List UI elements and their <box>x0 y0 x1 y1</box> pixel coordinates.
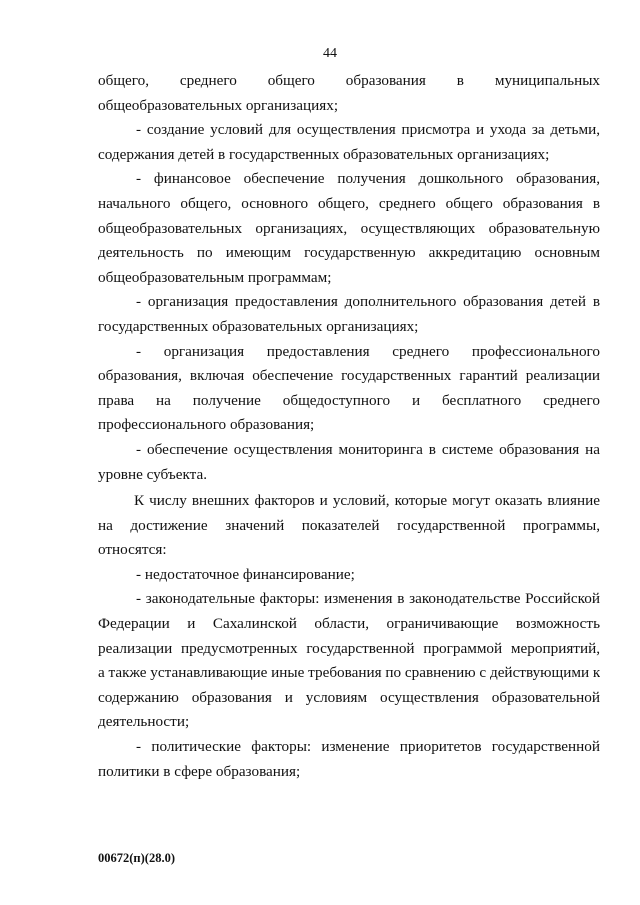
text-line: содержанию образования и условиям осуществления образовательной <box>98 688 600 706</box>
text-line: а также устанавливающие иные требования по сравнению с действующими к <box>98 664 600 682</box>
text-line: содержания детей в государственных образовательных организациях; <box>98 145 550 163</box>
text-line: общего, среднего общего образования в муниципальных <box>98 72 600 89</box>
text-line: политики в сфере образования; <box>98 762 301 780</box>
text-line: Федерации и Сахалинской области, ограничивающие возможность <box>98 615 600 633</box>
text-line: уровне субъекта. <box>98 465 208 483</box>
text-line: общеобразовательных организациях; <box>98 96 339 114</box>
text-line: на достижение значений показателей государственной программы, <box>98 516 600 534</box>
text-line: - финансовое обеспечение получения дошкольного образования, <box>136 170 600 188</box>
text-line: - недостаточное финансирование; <box>136 565 355 583</box>
text-line: государственных образовательных организациях; <box>98 317 419 335</box>
text-line: начального общего, основного общего, среднего общего образования в <box>98 194 600 212</box>
text-line: общеобразовательным программам; <box>98 268 332 286</box>
text-line: деятельность по имеющим государственную аккредитацию основным <box>98 244 600 262</box>
text-line: - организация предоставления среднего профессионального <box>136 342 600 360</box>
text-line: - создание условий для осуществления присмотра и ухода за детьми, <box>136 121 600 139</box>
document-code: 00672(п)(28.0) <box>98 851 175 865</box>
text-line: - организация предоставления дополнительного образования детей в <box>136 293 600 311</box>
text-line: К числу внешних факторов и условий, которые могут оказать влияние <box>134 492 600 510</box>
text-line: - законодательные факторы: изменения в законодательстве Российской <box>136 590 600 608</box>
text-line: реализации предусмотренных государственной программой мероприятий, <box>98 639 600 657</box>
document-body <box>98 69 600 784</box>
text-line: деятельности; <box>98 713 190 731</box>
text-line: - обеспечение осуществления мониторинга в системе образования на <box>136 440 600 458</box>
text-line: образования, включая обеспечение государственных гарантий реализации <box>98 367 600 385</box>
page-number: 44 <box>323 46 337 61</box>
text-line: общеобразовательных организациях, осуществляющих образовательную <box>98 219 600 237</box>
text-line: - политические факторы: изменение приоритетов государственной <box>136 738 600 756</box>
text-line: профессионального образования; <box>98 416 315 434</box>
text-line: права на получение общедоступного и бесплатного среднего <box>98 391 600 409</box>
text-line: относятся: <box>98 541 167 559</box>
